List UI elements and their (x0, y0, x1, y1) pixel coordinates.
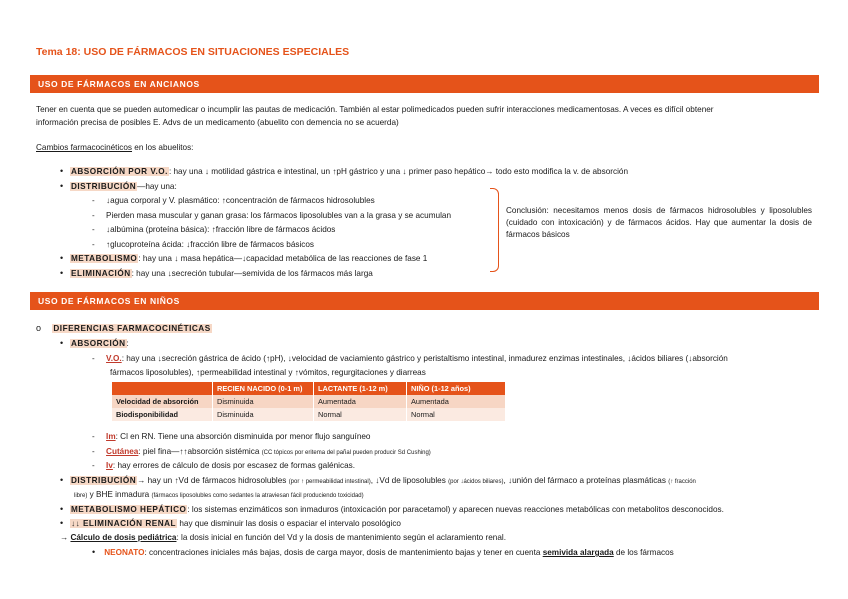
anc-dist-item-2 (92, 210, 451, 221)
nin-vo-line-2: fármacos liposolubles), ↑permeabilidad intestinal y ↑vómitos, regurgitaciones y diarreas (110, 368, 426, 377)
dash-icon: - (92, 196, 95, 205)
nin-abs-colon: : (126, 339, 129, 348)
table-header-cell: LACTANTE (1-12 m) (314, 382, 407, 395)
nin-vo-label: V.O. (106, 354, 122, 363)
nin-dist-small3: (↑ fracción (668, 479, 696, 485)
anc-conclusion: Conclusión: necesitamos menos dosis de fármacos hidrosolubles y liposolubles (cuidado con intoxicación) y de fármacos ácidos. Hay que aumentar la dosis de fármacos básicos (506, 206, 812, 239)
nin-dist-text3: , ↓unión del fármaco a proteínas plasmáticas (503, 476, 669, 485)
table-row (112, 408, 506, 421)
page-title: Tema 18: USO DE FÁRMACOS EN SITUACIONES ESPECIALES (36, 46, 350, 58)
table-cell: Aumentada (407, 395, 506, 408)
table-cell: Disminuida (213, 395, 314, 408)
dash-icon: - (92, 354, 95, 363)
table-cell: Normal (407, 408, 506, 421)
nin-dist-small5: (fármacos liposolubles como sedantes la atraviesan fácil produciendo toxicidad) (151, 493, 364, 499)
nin-abs-label: ABSORCIÓN (70, 339, 126, 348)
nin-calc-text: : la dosis inicial en función del Vd y la dosis de mantenimiento según el aclaramiento renal. (176, 533, 506, 542)
nin-cut-label: Cutánea (106, 447, 139, 456)
anc-dist-item-3 (92, 224, 335, 235)
nin-vo-line-1 (92, 353, 728, 364)
anc-met-text: : hay una ↓ masa hepática—↓capacidad metabólica de las reacciones de fase 1 (138, 254, 428, 263)
table-header-cell: NIÑO (1-12 años) (407, 382, 506, 395)
anc-d1-text: ↓agua corporal y V. plasmático: ↑concentración de fármacos hidrosolubles (106, 196, 375, 205)
table-cell: Biodisponibilidad (112, 408, 213, 421)
dash-icon: - (92, 447, 95, 456)
nin-dist-small2: (por ↓ácidos biliares) (448, 479, 504, 485)
nin-cut-text: : piel fina—↑↑absorción sistémica (138, 447, 262, 456)
nin-dist-small4: libre) (74, 493, 88, 499)
anc-abs-text: : hay una ↓ motilidad gástrica e intestinal, un ↑pH gástrico y una ↓ primer paso hepático→ todo esto modifica la v. de absorción (168, 167, 628, 176)
nin-neonato (92, 547, 674, 558)
anc-dist-item-4 (92, 239, 314, 250)
bullet-icon: • (60, 181, 64, 191)
nin-dist-text1: → hay un ↑Vd de fármacos hidrosolubles (137, 476, 289, 485)
nin-elim-label: ↓↓ ELIMINACIÓN RENAL (70, 519, 177, 528)
nin-dist-text4: y BHE inmadura (87, 490, 152, 499)
anc-dist-text: —hay una: (137, 182, 177, 191)
anc-elim-label: ELIMINACIÓN (70, 269, 131, 278)
nin-dif-label: DIFERENCIAS FARMACOCINÉTICAS (53, 324, 211, 333)
nin-neo-end: de los fármacos (613, 548, 674, 557)
nin-vo-text1: : hay una ↓secreción gástrica de ácido (↑pH), ↓velocidad de vaciamiento gástrico y peristaltismo intestinal, inmadurez enzimas intestinales, ↓ácidos biliares (↓absorción (121, 354, 728, 363)
nin-im-text: : Cl en RN. Tiene una absorción disminuida por menor flujo sanguíneo (115, 432, 371, 441)
bullet-icon: • (60, 253, 64, 263)
table-header-cell: RECIEN NACIDO (0-1 m) (213, 382, 314, 395)
nin-distribucion-line-2 (74, 489, 364, 502)
table-cell: Disminuida (213, 408, 314, 421)
nin-eliminacion (60, 518, 401, 529)
anc-d2-text: Pierden masa muscular y ganan grasa: los fármacos liposolubles van a la grasa y se acumulan (106, 211, 452, 220)
bullet-icon: • (60, 338, 64, 348)
bullet-icon: • (60, 518, 64, 528)
anc-absorcion (60, 166, 628, 177)
nin-met-label: METABOLISMO HEPÁTICO (70, 505, 187, 514)
nin-iv (92, 460, 355, 471)
anc-d4-text: ↑glucoproteína ácida: ↓fracción libre de fármacos básicos (106, 240, 315, 249)
nin-dist-label: DISTRIBUCIÓN (70, 476, 137, 485)
nin-im-label: Im (106, 432, 116, 441)
cambios-heading (36, 142, 193, 153)
bullet-icon: • (60, 166, 64, 176)
arrow-icon: → (60, 533, 71, 542)
nin-im (92, 431, 370, 442)
nin-dist-text2: , ↓Vd de liposolubles (370, 476, 449, 485)
table-header-row (112, 382, 506, 395)
anc-dist-label: DISTRIBUCIÓN (70, 182, 137, 191)
anc-met-label: METABOLISMO (70, 254, 138, 263)
nin-elim-text: hay que disminuir las dosis o espaciar el intervalo posológico (177, 519, 401, 528)
dash-icon: - (92, 432, 95, 441)
nin-neo-label: NEONATO (104, 548, 145, 557)
table-cell: Normal (314, 408, 407, 421)
anc-distribucion (60, 181, 177, 192)
anc-eliminacion (60, 268, 373, 279)
absorption-table (112, 382, 506, 421)
table-row (112, 395, 506, 408)
nin-metabolismo (60, 504, 724, 515)
cambios-rest: en los abuelitos: (132, 143, 194, 152)
table-cell: Velocidad de absorción (112, 395, 213, 408)
nin-iv-label: Iv (106, 461, 113, 470)
nin-neo-underlined: semivida alargada (542, 548, 614, 557)
bullet-icon: • (92, 547, 96, 557)
nin-dist-small1: (por ↑ permeabilidad intestinal) (288, 479, 371, 485)
nin-calculo (60, 532, 506, 543)
nin-iv-text: : hay errores de cálculo de dosis por escasez de formas galénicas. (112, 461, 356, 470)
table-cell: Aumentada (314, 395, 407, 408)
nin-diferencias (36, 323, 212, 334)
bullet-icon: • (60, 475, 64, 485)
anc-dist-item-1 (92, 195, 375, 206)
nin-distribucion-line-1 (60, 475, 696, 488)
dash-icon: - (92, 461, 95, 470)
conclusion-brace (490, 188, 499, 272)
table-header-cell (112, 382, 213, 395)
cambios-underlined: Cambios farmacocinéticos (36, 143, 133, 152)
nin-cutanea (92, 446, 431, 459)
dash-icon: - (92, 240, 95, 249)
anc-elim-text: : hay una ↓secreción tubular—semivida de los fármacos más larga (131, 269, 373, 278)
section-header-ninos: USO DE FÁRMACOS EN NIÑOS (30, 292, 819, 310)
anc-metabolismo (60, 253, 427, 264)
dash-icon: - (92, 211, 95, 220)
nin-absorcion (60, 338, 129, 349)
nin-cut-small: (CC tópicos por eritema del pañal pueden producir Sd Cushing) (261, 450, 431, 456)
circle-bullet-icon: o (36, 323, 42, 333)
intro-line-1: Tener en cuenta que se pueden automedicar o incumplir las pautas de medicación. También al estar polimedicados pueden sufrir interacciones medicamentosas. A veces es difícil obtener (36, 105, 714, 114)
nin-met-text: : los sistemas enzimáticos son inmaduros (intoxicación por paracetamol) y aparecen nuevas reacciones metabólicas con metabolitos desconocidos. (187, 505, 724, 514)
anc-abs-label: ABSORCIÓN POR V.O. (70, 167, 168, 176)
nin-neo-text: : concentraciones iniciales más bajas, dosis de carga mayor, dosis de mantenimiento bajas y tener en cuenta (144, 548, 543, 557)
dash-icon: - (92, 225, 95, 234)
intro-line-2: información precisa de posibles E. Advs de un medicamento (abuelito con demencia no se acuerda) (36, 118, 399, 127)
bullet-icon: • (60, 268, 64, 278)
anc-d3-text: ↓albúmina (proteína básica): ↑fracción libre de fármacos ácidos (106, 225, 336, 234)
bullet-icon: • (60, 504, 64, 514)
nin-calc-label: Cálculo de dosis pediátrica (70, 533, 177, 542)
section-header-ancianos: USO DE FÁRMACOS EN ANCIANOS (30, 75, 819, 93)
